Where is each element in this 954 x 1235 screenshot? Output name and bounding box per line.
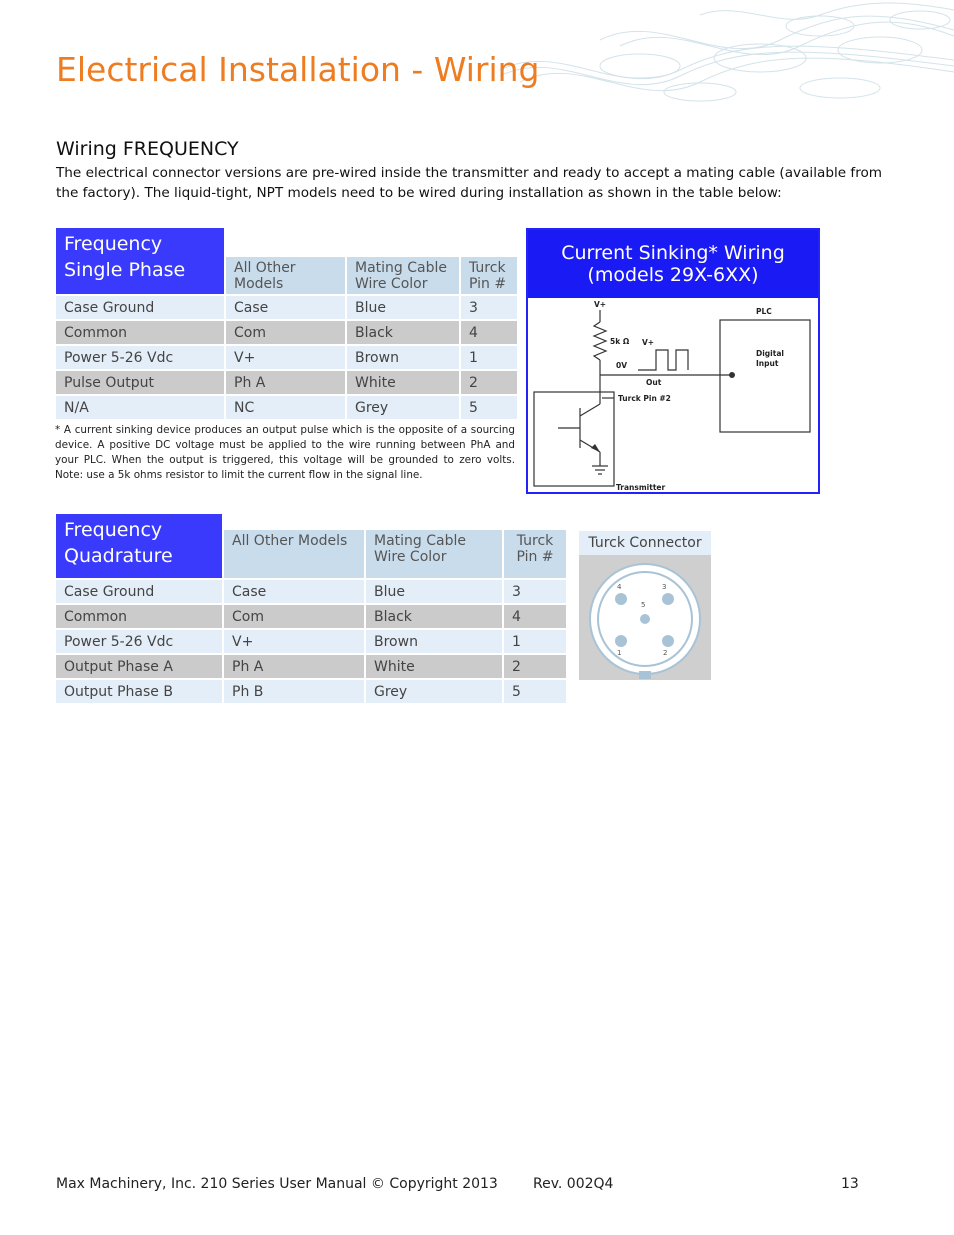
diagram-title bbox=[528, 230, 818, 298]
pin-label: 2 bbox=[663, 649, 668, 657]
column-header-line: All Other Models bbox=[232, 533, 348, 550]
column-header bbox=[461, 257, 517, 294]
out-label: Out bbox=[646, 378, 662, 387]
table-cell: Black bbox=[347, 321, 459, 344]
table-cell: White bbox=[366, 655, 502, 678]
connector-pin bbox=[615, 635, 627, 647]
turck-pin-label: Turck Pin #2 bbox=[618, 394, 671, 403]
table-cell: V+ bbox=[224, 630, 364, 653]
table-title bbox=[56, 514, 222, 578]
table-title-line: Single Phase bbox=[64, 259, 186, 281]
footnote: * A current sinking device produces an output pulse which is the opposite of a sourcing device. A positive DC voltage must be applied to the wire running between PhA and your PLC. When the output is triggered, this voltage will be grounded to zero volts. Note: use a 5k ohms resistor to limit the current flow in the signal line. bbox=[55, 424, 515, 481]
connector-pin bbox=[640, 614, 650, 624]
plc-label: PLC bbox=[756, 307, 772, 316]
vplus-pulse-label: V+ bbox=[642, 338, 655, 347]
connector-pin bbox=[662, 593, 674, 605]
table-row bbox=[56, 605, 566, 628]
page-footer bbox=[56, 1176, 859, 1196]
quadrature-table bbox=[54, 512, 568, 705]
table-cell: 2 bbox=[461, 371, 517, 394]
diagram-title-line: Current Sinking* Wiring bbox=[561, 242, 785, 264]
connector-pinout bbox=[579, 555, 711, 680]
table-cell: White bbox=[347, 371, 459, 394]
table-cell: Blue bbox=[347, 296, 459, 319]
table-cell: Ph A bbox=[224, 655, 364, 678]
table-title-line: Quadrature bbox=[64, 545, 173, 567]
table-cell: Case Ground bbox=[56, 296, 224, 319]
table-cell: Case bbox=[224, 580, 364, 603]
turck-connector-label: Turck Connector bbox=[579, 531, 711, 555]
column-header-line: Mating Cable bbox=[374, 533, 466, 550]
table-cell: 4 bbox=[461, 321, 517, 344]
table-row bbox=[56, 371, 517, 394]
table-cell: Pulse Output bbox=[56, 371, 224, 394]
vplus-top-label: V+ bbox=[594, 300, 607, 309]
section-heading: Wiring FREQUENCY bbox=[56, 138, 239, 160]
table-row bbox=[56, 321, 517, 344]
header-spacer bbox=[226, 228, 517, 255]
digital-label: Digital bbox=[756, 349, 784, 358]
page-title: Electrical Installation - Wiring bbox=[56, 50, 540, 89]
table-row bbox=[56, 680, 566, 703]
page-number: 13 bbox=[841, 1176, 859, 1192]
emitter-arrow bbox=[591, 444, 600, 452]
column-header-line: Models bbox=[234, 276, 284, 293]
table-cell: NC bbox=[226, 396, 345, 419]
column-header-line: Mating Cable bbox=[355, 260, 447, 277]
current-sinking-diagram bbox=[526, 228, 820, 494]
table-cell: Common bbox=[56, 321, 224, 344]
wiring-schematic bbox=[528, 298, 818, 492]
table-cell: Brown bbox=[366, 630, 502, 653]
table-row bbox=[56, 630, 566, 653]
table-cell: N/A bbox=[56, 396, 224, 419]
pin-label: 5 bbox=[641, 601, 646, 609]
table-cell: Output Phase B bbox=[56, 680, 222, 703]
table-cell: Ph A bbox=[226, 371, 345, 394]
connector-pin bbox=[615, 593, 627, 605]
table-row bbox=[56, 655, 566, 678]
table-cell: Brown bbox=[347, 346, 459, 369]
table-cell: 5 bbox=[461, 396, 517, 419]
table-header-row bbox=[56, 514, 566, 528]
column-header-line: Wire Color bbox=[374, 549, 447, 566]
header-spacer bbox=[224, 514, 566, 528]
table-cell: Power 5-26 Vdc bbox=[56, 346, 224, 369]
table-cell: Output Phase A bbox=[56, 655, 222, 678]
footer-revision: Rev. 002Q4 bbox=[533, 1176, 614, 1192]
table-row bbox=[56, 580, 566, 603]
table-cell: Grey bbox=[347, 396, 459, 419]
table-cell: Blue bbox=[366, 580, 502, 603]
table-cell: Black bbox=[366, 605, 502, 628]
table-cell: 3 bbox=[461, 296, 517, 319]
single-phase-table bbox=[54, 226, 519, 421]
column-header-line: Pin # bbox=[469, 276, 507, 293]
table-row bbox=[56, 396, 517, 419]
table-cell: Case Ground bbox=[56, 580, 222, 603]
table-title-line: Frequency bbox=[64, 519, 163, 541]
input-label: Input bbox=[756, 359, 779, 368]
connector-key bbox=[639, 671, 651, 679]
column-header bbox=[347, 257, 459, 294]
column-header-line: Turck bbox=[516, 533, 554, 550]
column-header bbox=[224, 530, 364, 578]
column-header-line: All Other bbox=[234, 260, 296, 277]
connector-pin bbox=[662, 635, 674, 647]
pin-label: 3 bbox=[662, 583, 667, 591]
table-header-row bbox=[56, 228, 517, 255]
table-cell: Ph B bbox=[224, 680, 364, 703]
column-header-line: Turck bbox=[469, 260, 506, 277]
table-cell: 4 bbox=[504, 605, 566, 628]
footer-copyright: Max Machinery, Inc. 210 Series User Manual © Copyright 2013 bbox=[56, 1176, 498, 1192]
column-header-line: Wire Color bbox=[355, 276, 428, 293]
resistor-label: 5k Ω bbox=[610, 337, 630, 346]
table-cell: 3 bbox=[504, 580, 566, 603]
table-cell: Common bbox=[56, 605, 222, 628]
table-cell: Grey bbox=[366, 680, 502, 703]
table-cell: 5 bbox=[504, 680, 566, 703]
transmitter-label: Transmitter bbox=[616, 483, 666, 492]
table-cell: 2 bbox=[504, 655, 566, 678]
digital-input-node bbox=[729, 372, 735, 378]
column-header bbox=[366, 530, 502, 578]
table-cell: Com bbox=[226, 321, 345, 344]
table-row bbox=[56, 296, 517, 319]
pin-label: 4 bbox=[617, 583, 622, 591]
table-cell: 1 bbox=[504, 630, 566, 653]
column-header bbox=[504, 530, 566, 578]
pin-label: 1 bbox=[617, 649, 622, 657]
diagram-title-line: (models 29X-6XX) bbox=[587, 264, 759, 286]
intro-paragraph: The electrical connector versions are pre-wired inside the transmitter and ready to accept a mating cable (available from the factory). The liquid-tight, NPT models need to be wired during installation as shown in the table below: bbox=[56, 165, 883, 201]
zero-volt-label: 0V bbox=[616, 361, 628, 370]
table-cell: Com bbox=[224, 605, 364, 628]
turck-connector-figure bbox=[579, 531, 711, 680]
table-cell: Case bbox=[226, 296, 345, 319]
table-cell: 1 bbox=[461, 346, 517, 369]
table-title-line: Frequency bbox=[64, 233, 163, 255]
table-row bbox=[56, 346, 517, 369]
table-cell: V+ bbox=[226, 346, 345, 369]
table-title bbox=[56, 228, 224, 294]
column-header bbox=[226, 257, 345, 294]
table-cell: Power 5-26 Vdc bbox=[56, 630, 222, 653]
column-header-line: Pin # bbox=[516, 549, 554, 566]
